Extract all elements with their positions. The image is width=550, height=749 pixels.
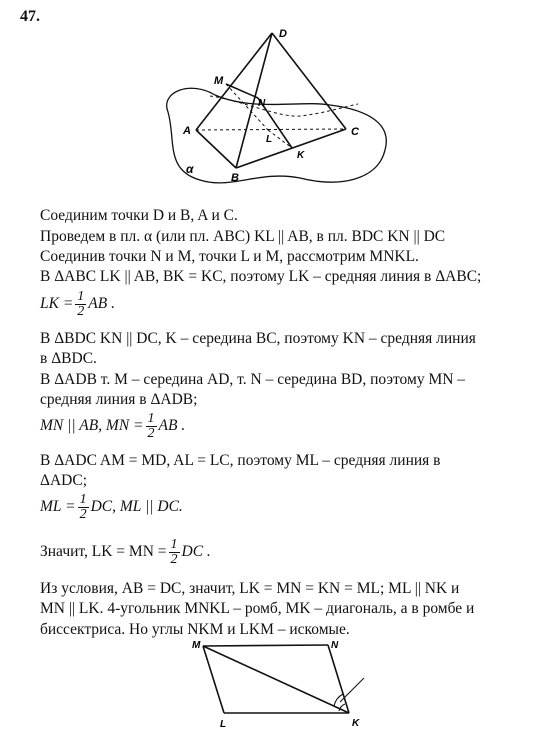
text-line-13: биссектриса. Но углы NKM и LKM – искомые. (40, 621, 350, 638)
edge-AC-hidden (196, 129, 346, 130)
formula-lk: LK = $\frac{1}{2}$ AB . (40, 289, 115, 319)
rhombus-figure (180, 632, 380, 742)
text-line-3: Соединив точки N и M, точки L и M, рассмотрим MNKL. (40, 248, 419, 265)
formula-ml: ML = $\frac{1}{2}$ DC, ML || DC. (40, 492, 183, 522)
tetrahedron-figure (150, 18, 400, 193)
text-line-11: Из условия, AB = DC, значит, LK = MN = KN = ML; ML || NK и (40, 580, 460, 597)
angle-tick (340, 678, 364, 702)
segment-MN (226, 84, 258, 98)
text-line-8: средняя линия в ΔADB; (40, 391, 198, 408)
label-B: B (231, 172, 239, 184)
problem-number: 47. (20, 8, 40, 25)
label-N: N (258, 98, 266, 109)
formula-mn: MN || AB, MN = $\frac{1}{2}$ AB . (40, 411, 186, 441)
label-L2: L (220, 719, 227, 730)
label-A: A (183, 125, 191, 137)
formula-conclusion: Значит, LK = MN = $\frac{1}{2}$ DC . (40, 537, 211, 567)
side-LM (203, 646, 224, 713)
text-line-2: Проведем в пл. α (или пл. ABC) KL || AB, в пл. BDC KN || DC (40, 228, 446, 245)
label-K: K (297, 150, 305, 161)
text-line-1: Соединим точки D и B, A и C. (40, 207, 238, 224)
label-C: C (351, 126, 359, 138)
diagonal-MK (203, 646, 349, 713)
text-line-5: В ΔBDC KN || DC, K – середина BC, поэтому KN – средняя линия (40, 330, 476, 347)
label-M2: M (192, 640, 201, 651)
label-N2: N (331, 640, 339, 651)
text-line-6: в ΔBDC. (40, 350, 97, 367)
text-line-4: В ΔABC LK || AB, BK = KC, поэтому LK – средняя линия в ΔABC; (40, 268, 482, 285)
edge-DC (272, 33, 346, 129)
side-NK (328, 645, 349, 713)
side-MN (203, 645, 328, 646)
text-line-9: В ΔADC AM = MD, AL = LC, поэтому ML – средняя линия в (40, 452, 441, 469)
label-M: M (214, 75, 224, 87)
edge-AB (196, 130, 236, 168)
text-line-12: MN || LK. 4-угольник MNKL – ромб, MK – диагональ, а в ромбе и (40, 600, 475, 617)
edge-DB (236, 33, 272, 168)
label-alpha: α (186, 162, 194, 176)
text-line-10: ΔADC; (40, 472, 87, 489)
edge-BC (236, 129, 346, 168)
label-L: L (266, 134, 273, 145)
text-line-7: В ΔADB т. M – середина AD, т. N – середина BD, поэтому MN – (40, 371, 466, 388)
edge-DA (196, 33, 272, 130)
label-K2: K (352, 718, 360, 729)
label-D: D (279, 28, 287, 40)
